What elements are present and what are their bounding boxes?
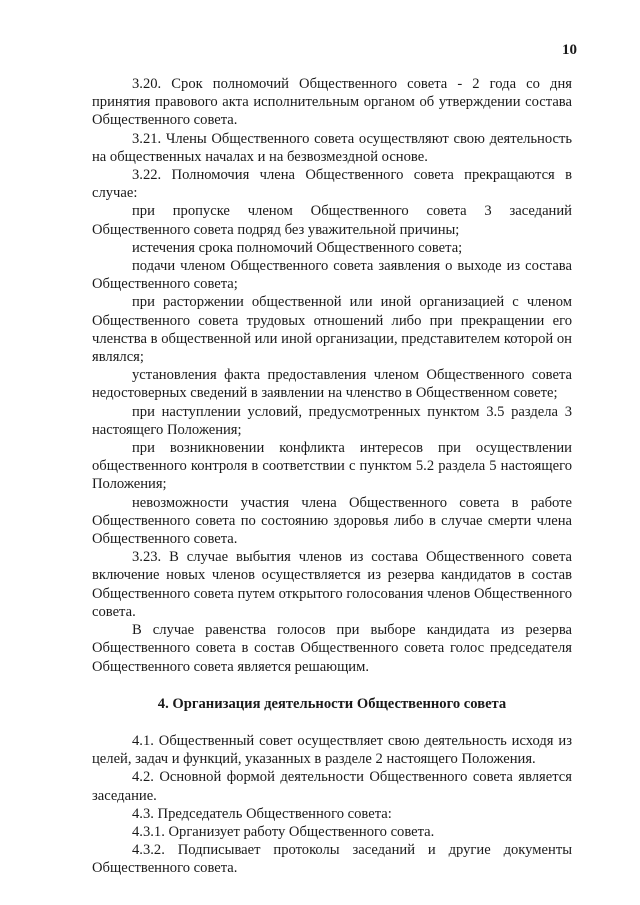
- list-item-employment-termination: при расторжении общественной или иной организацией с членом Общественного совета трудовых отношений либо при прекращении его членства в общественной или иной организации, представителем которой он являлся;: [92, 294, 572, 366]
- document-body: [92, 75, 572, 878]
- paragraph-3-21: 3.21. Члены Общественного совета осуществляют свою деятельность на общественных началах и на безвозмездной основе.: [92, 130, 572, 165]
- list-item-conflict-of-interest: при возникновении конфликта интересов при осуществлении общественного контроля в соответствии с пунктом 5.2 раздела 5 настоящего Положения;: [92, 440, 572, 493]
- list-item-conditions-3-5: при наступлении условий, предусмотренных пунктом 3.5 раздела 3 настоящего Положения;: [92, 403, 572, 438]
- list-item-resignation: подачи членом Общественного совета заявления о выходе из состава Общественного совета;: [92, 258, 572, 293]
- list-item-term-expiry: истечения срока полномочий Общественного совета;: [132, 239, 463, 256]
- list-item-missed-meetings: при пропуске членом Общественного совета 3 заседаний Общественного совета подряд без уважительной причины;: [92, 203, 572, 238]
- paragraph-3-22: 3.22. Полномочия члена Общественного совета прекращаются в случае:: [92, 167, 572, 202]
- list-item-false-information: установления факта предоставления членом Общественного совета недостоверных сведений в заявлении на членство в Общественном совете;: [92, 367, 572, 402]
- paragraph-3-20: 3.20. Срок полномочий Общественного совета - 2 года со дня принятия правового акта исполнительным органом об утверждении состава Общественного совета.: [92, 76, 572, 129]
- list-item-health-or-death: невозможности участия члена Общественного совета в работе Общественного совета по состоянию здоровья либо в случае смерти члена Общественного совета.: [92, 494, 572, 548]
- paragraph-tie-vote: В случае равенства голосов при выборе кандидата из резерва Общественного совета в состав Общественного совета голос председателя Общественного совета является решающим.: [92, 622, 572, 675]
- paragraph-4-3: 4.3. Председатель Общественного совета:: [132, 805, 392, 822]
- paragraph-4-2: 4.2. Основной формой деятельности Общественного совета является заседание.: [92, 769, 572, 804]
- paragraph-3-23: 3.23. В случае выбытия членов из состава Общественного совета включение новых членов осуществляется из резерва кандидатов в состав Общественного совета путем открытого голосования членов Общественного совета.: [92, 549, 572, 620]
- paragraph-4-3-1: 4.3.1. Организует работу Общественного совета.: [132, 823, 435, 840]
- section-4-heading: 4. Организация деятельности Общественного совета: [157, 695, 507, 712]
- paragraph-4-3-2: 4.3.2. Подписывает протоколы заседаний и другие документы Общественного совета.: [92, 842, 572, 877]
- paragraph-4-1: 4.1. Общественный совет осуществляет свою деятельность исходя из целей, задач и функций, указанных в разделе 2 настоящего Положения.: [92, 732, 572, 768]
- page-number: 10: [562, 42, 577, 58]
